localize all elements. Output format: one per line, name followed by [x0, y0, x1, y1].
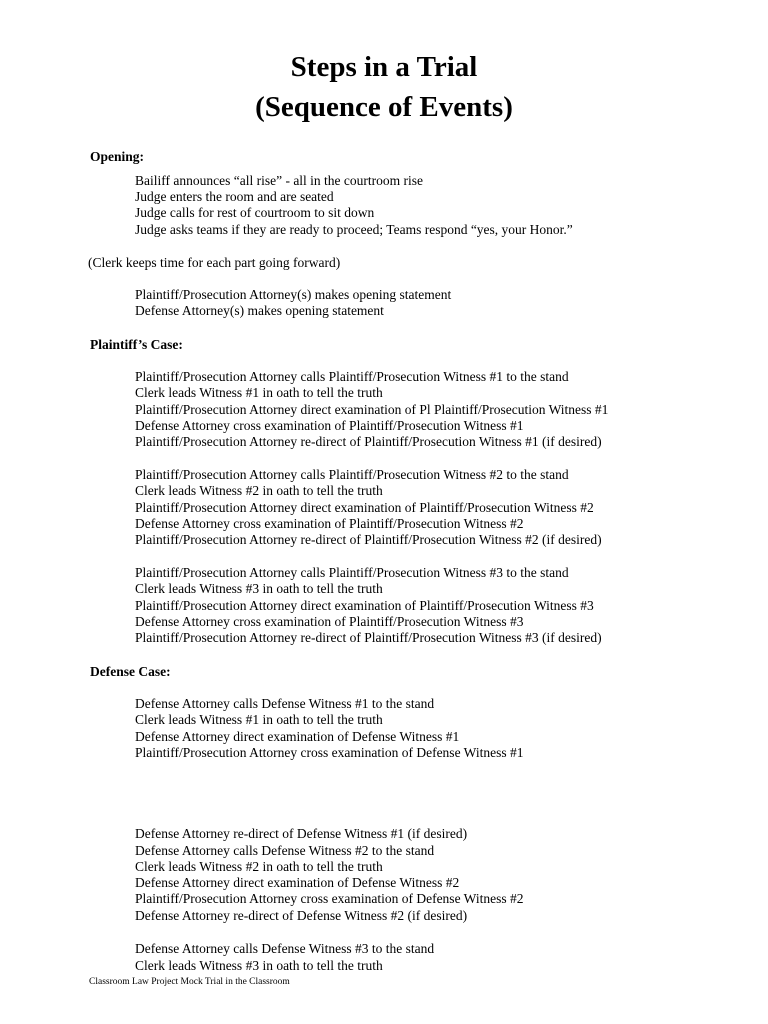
item-text: Plaintiff/Prosecution Attorney calls Plaintiff/Prosecution Witness #2 to the stand — [135, 467, 569, 482]
item-text: Defense Attorney cross examination of Plaintiff/Prosecution Witness #1 — [135, 418, 524, 433]
page-footer: Classroom Law Project Mock Trial in the Classroom — [89, 977, 290, 987]
section-heading-plaintiff: Plaintiff’s Case: — [90, 337, 183, 352]
item-text: Clerk leads Witness #1 in oath to tell the truth — [135, 712, 383, 727]
item-text: Defense Attorney re-direct of Defense Witness #2 (if desired) — [135, 908, 468, 923]
item-text: Plaintiff/Prosecution Attorney direct examination of Plaintiff/Prosecution Witness #2 — [135, 500, 594, 515]
document-title-line1: Steps in a Trial — [290, 51, 478, 83]
item-text: Judge asks teams if they are ready to proceed; Teams respond “yes, your Honor.” — [135, 222, 573, 237]
item-text: Defense Attorney calls Defense Witness #1 to the stand — [135, 696, 435, 711]
item-text: Clerk leads Witness #3 in oath to tell the truth — [135, 958, 383, 973]
item-text: Defense Attorney calls Defense Witness #2 to the stand — [135, 843, 435, 858]
item-text: Bailiff announces “all rise” - all in the courtroom rise — [135, 173, 424, 188]
item-text: Plaintiff/Prosecution Attorney cross examination of Defense Witness #2 — [135, 891, 524, 906]
item-text: Clerk leads Witness #2 in oath to tell the truth — [135, 859, 383, 874]
item-text: Plaintiff/Prosecution Attorney re-direct of Plaintiff/Prosecution Witness #1 (if desired) — [135, 434, 602, 449]
item-text: Defense Attorney direct examination of Defense Witness #1 — [135, 729, 460, 744]
item-text: Defense Attorney calls Defense Witness #3 to the stand — [135, 941, 435, 956]
item-text: Defense Attorney cross examination of Plaintiff/Prosecution Witness #2 — [135, 516, 524, 531]
item-text: Plaintiff/Prosecution Attorney re-direct of Plaintiff/Prosecution Witness #3 (if desired) — [135, 630, 602, 645]
timekeeping-note: (Clerk keeps time for each part going forward) — [88, 255, 341, 270]
item-text: Judge enters the room and are seated — [135, 189, 334, 204]
item-text: Defense Attorney(s) makes opening statement — [135, 303, 384, 318]
item-text: Plaintiff/Prosecution Attorney calls Plaintiff/Prosecution Witness #1 to the stand — [135, 369, 569, 384]
item-text: Plaintiff/Prosecution Attorney cross examination of Defense Witness #1 — [135, 745, 524, 760]
section-heading-defense: Defense Case: — [90, 664, 171, 679]
item-text: Defense Attorney direct examination of Defense Witness #2 — [135, 875, 460, 890]
item-text: Judge calls for rest of courtroom to sit down — [135, 205, 375, 220]
item-text: Plaintiff/Prosecution Attorney direct examination of Plaintiff/Prosecution Witness #3 — [135, 598, 594, 613]
item-text: Clerk leads Witness #1 in oath to tell the truth — [135, 385, 383, 400]
section-heading-opening: Opening: — [90, 149, 145, 164]
item-text: Defense Attorney re-direct of Defense Witness #1 (if desired) — [135, 826, 468, 841]
item-text: Plaintiff/Prosecution Attorney calls Plaintiff/Prosecution Witness #3 to the stand — [135, 565, 569, 580]
item-text: Clerk leads Witness #2 in oath to tell the truth — [135, 483, 383, 498]
document-title-line2: (Sequence of Events) — [255, 91, 513, 123]
item-text: Defense Attorney cross examination of Plaintiff/Prosecution Witness #3 — [135, 614, 524, 629]
item-text: Plaintiff/Prosecution Attorney(s) makes opening statement — [135, 287, 452, 302]
item-text: Plaintiff/Prosecution Attorney re-direct of Plaintiff/Prosecution Witness #2 (if desired) — [135, 532, 602, 547]
item-text: Plaintiff/Prosecution Attorney direct examination of Pl Plaintiff/Prosecution Witness #1 — [135, 402, 609, 417]
item-text: Clerk leads Witness #3 in oath to tell the truth — [135, 581, 383, 596]
